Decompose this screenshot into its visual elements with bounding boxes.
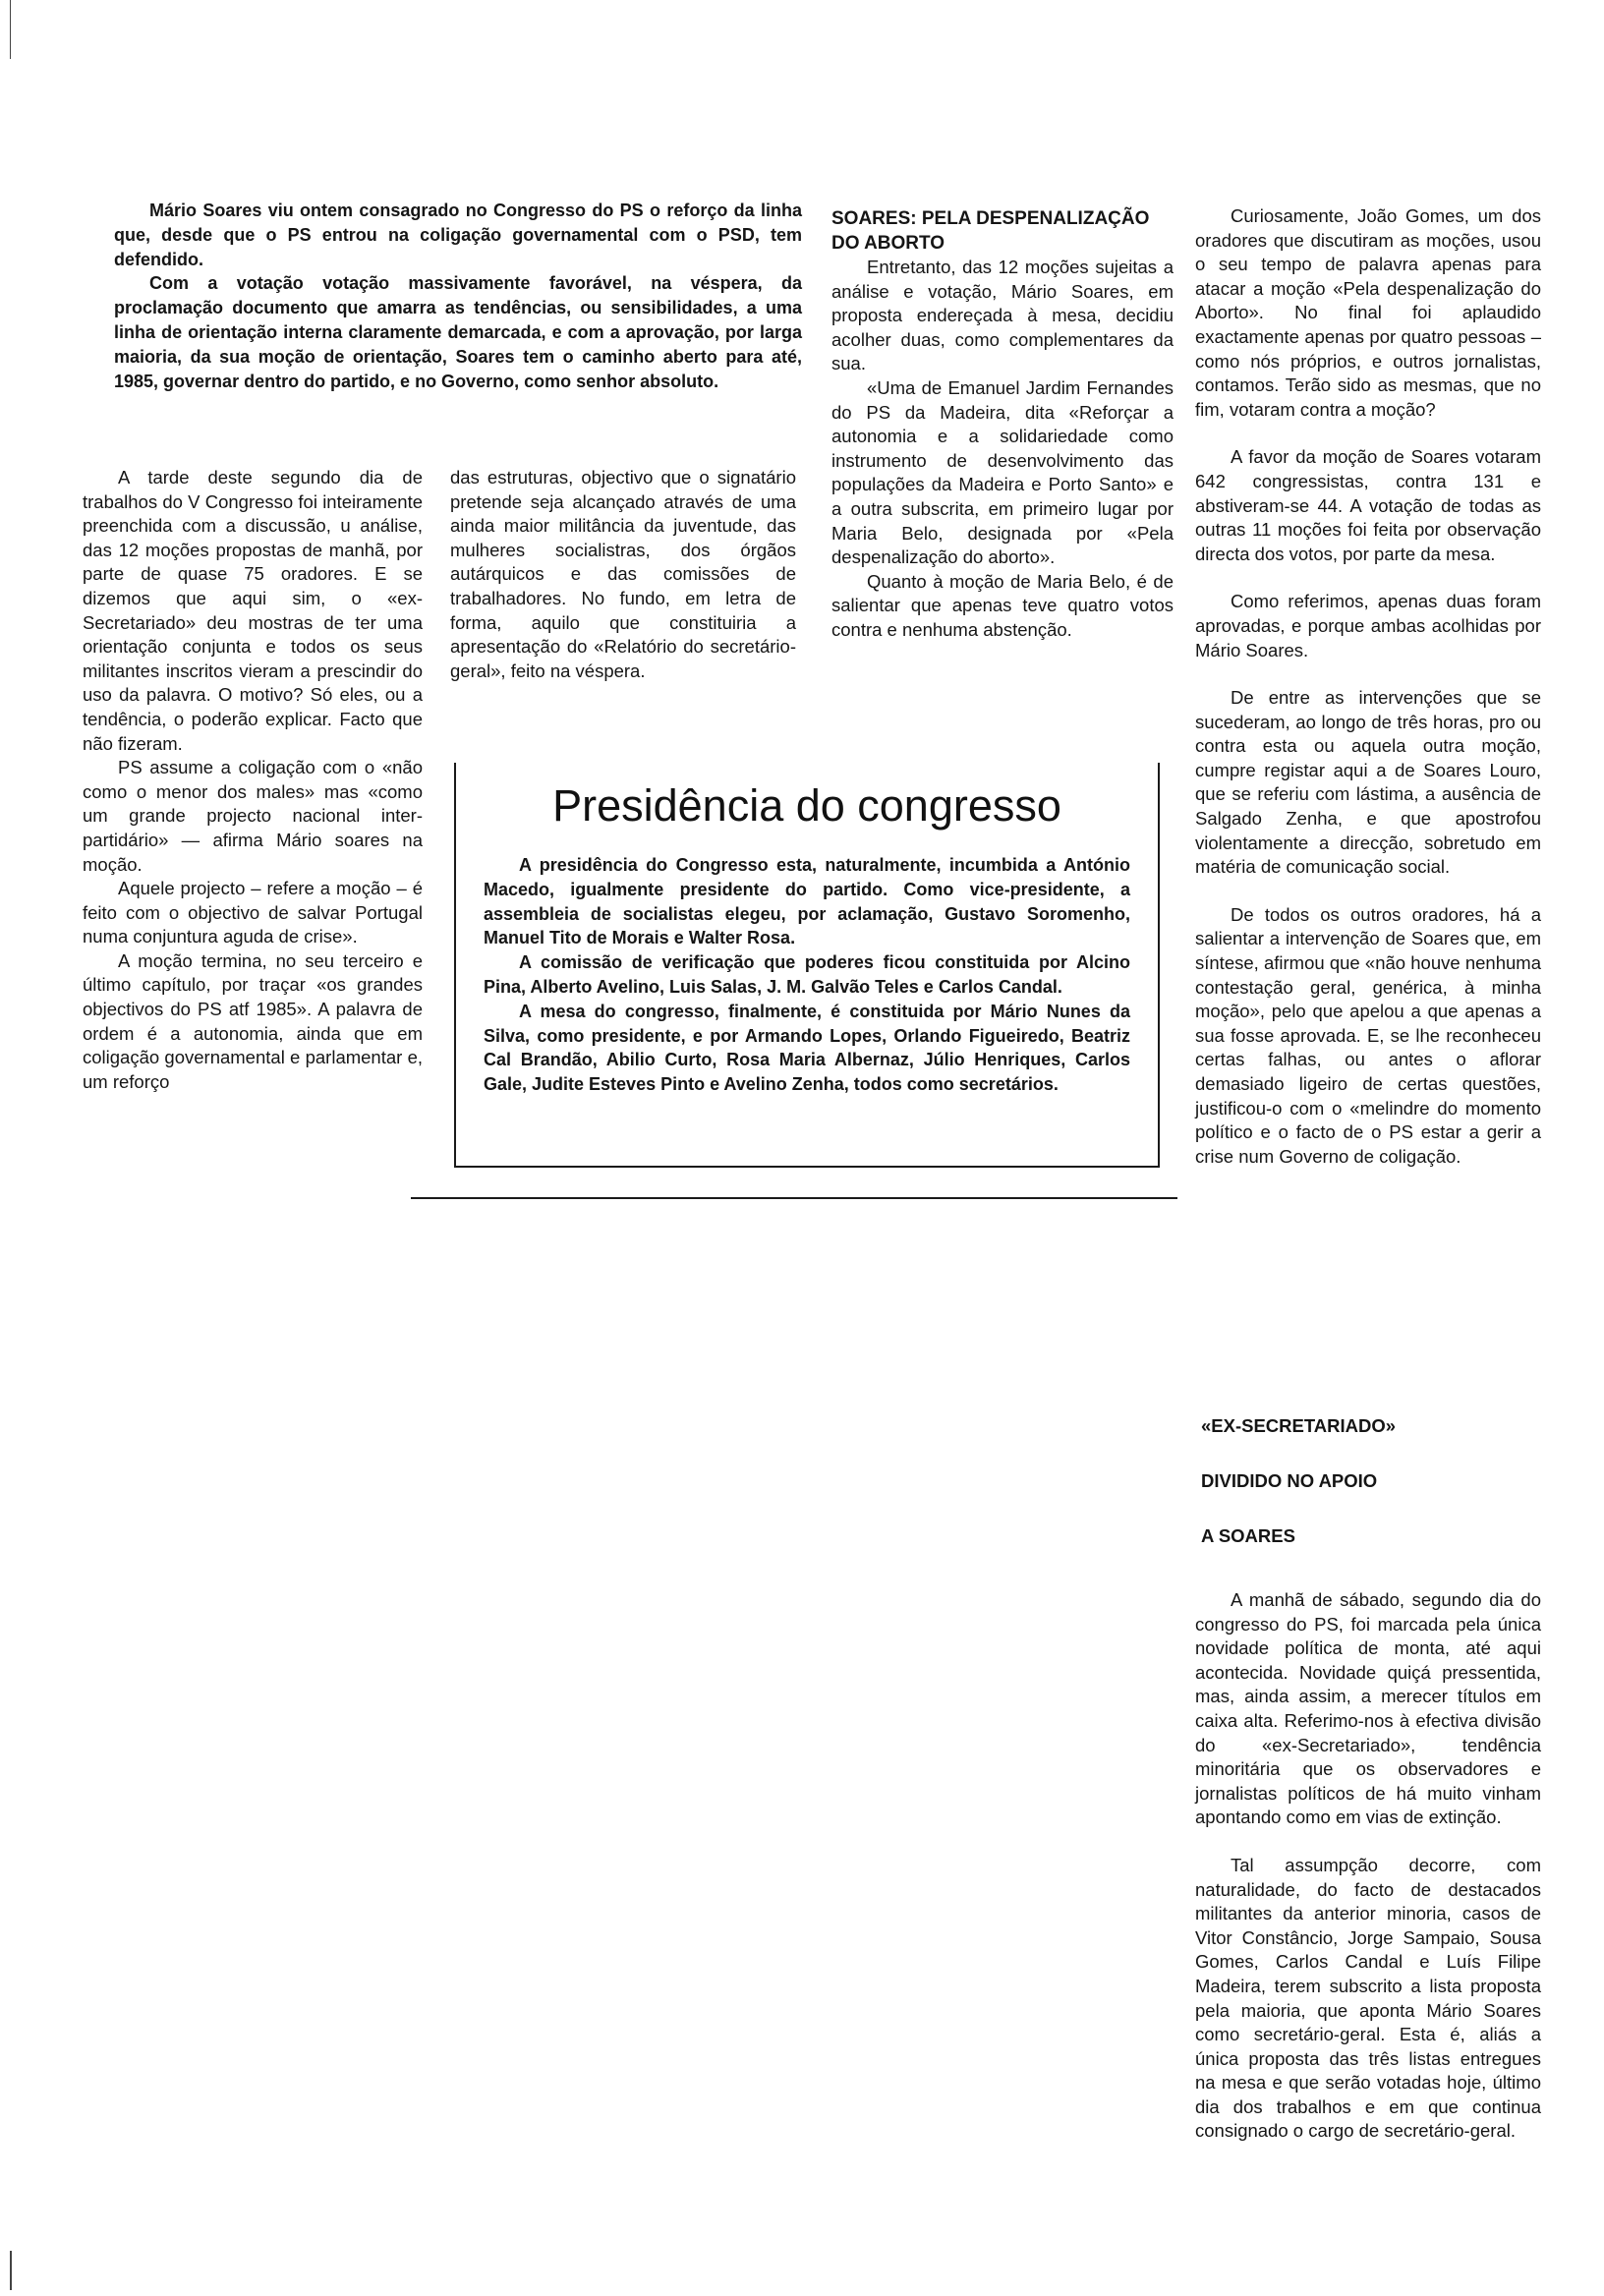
paragraph: «Uma de Emanuel Jardim Fernandes do PS da Madeira, dita «Reforçar a autonomia e a solidariedade como instrumento de desenvolvimento das populações da Madeira e Porto Santo» e a outra subscrita, em primeiro lugar por Maria Belo, designada por «Pela despenalização do aborto». (831, 376, 1174, 568)
article-column-1 (83, 466, 423, 1094)
subhead: «EX-SECRETARIADO» (1201, 1415, 1397, 1436)
subhead: DIVIDIDO NO APOIO (1201, 1470, 1378, 1491)
subhead: A SOARES (1201, 1525, 1295, 1546)
paragraph: De entre as intervenções que se sucederam, ao longo de três horas, pro ou contra esta ou aquela outra moção, cumpre registar aqui a de Soares Louro, que se referiu com lástima, a ausência de Salgado Zenha, e que apostrofou violentamente a direcção, sobretudo em matéria de comunicação social. (1195, 687, 1541, 878)
presidency-box (454, 763, 1160, 1168)
scan-edge-mark (10, 2251, 12, 2290)
lead-text: Com a votação votação massivamente favorável, na véspera, da proclamação documento que amarra as tendências, ou sensibilidades, a uma linha de orientação interna claramente demarcada, e com a aprovação, por larga maioria, da sua moção de orientação, Soares tem o caminho aberto para até, 1985, governar dentro do partido, e no Governo, como senhor absoluto. (114, 273, 802, 391)
scan-edge-mark (10, 0, 11, 59)
paragraph: De todos os outros oradores, há a salientar a intervenção de Soares que, em síntese, afirmou que «não houve nenhuma contestação geral, genérica, à minha moção», pelo que apelou a que apenas a sua fosse aprovada. E, se lhe reconheceu certas falhas, ou antes o aflorar demasiado ligeiro de certas questões, justificou-o com o «melindre do momento político e o facto de o PS estar a gerir a crise num Governo de coligação. (1195, 903, 1541, 1167)
box-paragraph: A mesa do congresso, finalmente, é constituida por Mário Nunes da Silva, como presidente, e por Armando Lopes, Orlando Figueiredo, Beatriz Cal Brandão, Abilio Curto, Rosa Maria Albernaz, Júlio Henriques, Carlos Gale, Judite Esteves Pinto e Avelino Zenha, todos como secretários. (484, 1001, 1130, 1095)
lead-paragraph (114, 199, 802, 393)
paragraph: Aquele projecto – refere a moção – é feito com o objectivo de salvar Portugal numa conjuntura aguda de crise». (83, 878, 423, 947)
paragraph: A moção termina, no seu terceiro e último capítulo, por traçar «os grandes objectivos do PS atf 1985». A palavra de ordem é a autonomia, ainda que em coligação governamental e parlamentar e, um reforço (83, 949, 423, 1092)
horizontal-rule (411, 1197, 1177, 1199)
article-column-4-lower (1195, 1588, 1541, 2144)
article-column-4 (1195, 204, 1541, 1169)
article-column-2 (450, 466, 796, 683)
paragraph: Quanto à moção de Maria Belo, é de salientar que apenas teve quatro votos contra e nenhuma abstenção. (831, 570, 1174, 640)
paragraph: A manhã de sábado, segundo dia do congresso do PS, foi marcada pela única novidade política de monta, até aqui acontecida. Novidade quiçá pressentida, mas, ainda assim, a merecer títulos em caixa alta. Referimo-nos à efectiva divisão do «ex-Secretariado», tendência minoritária que os observadores e jornalistas políticos de há muito vinham apontando como em vias de extinção. (1195, 1589, 1541, 1828)
lead-text: Mário Soares viu ontem consagrado no Congresso do PS o reforço da linha que, desde que o PS entrou na coligação governamental com o PSD, tem defendido. (114, 201, 802, 269)
paragraph: das estruturas, objectivo que o signatário pretende seja alcançado através de uma ainda maior militância da juventude, das mulheres socialistras, dos órgãos autárquicos e das comissões de trabalhadores. No fundo, em letra de forma, aquilo que constituiria a apresentação do «Relatório do secretário-geral», feito na véspera. (450, 467, 796, 681)
paragraph: Curiosamente, João Gomes, um dos oradores que discutiram as moções, usou o seu tempo de palavra apenas para atacar a moção «Pela despenalização do Aborto». No final foi aplaudido exactamente apenas por quatro pessoas – como nós próprios, e outros jornalistas, contamos. Terão sido as mesmas, que no fim, votaram contra a moção? (1195, 205, 1541, 420)
paragraph: Como referimos, apenas duas foram aprovadas, e porque ambas acolhidas por Mário Soares. (1195, 591, 1541, 660)
box-paragraph: A presidência do Congresso esta, naturalmente, incumbida a António Macedo, igualmente presidente do partido. Como vice-presidente, a assembleia de socialistas elegeu, por aclamação, Gustavo Soromenho, Manuel Tito de Morais e Walter Rosa. (484, 855, 1130, 948)
paragraph: A tarde deste segundo dia de trabalhos do V Congresso foi inteiramente preenchida com a discussão, u análise, das 12 moções propostas de manhã, por parte de quase 75 oradores. E se dizemos que aqui sim, o «ex-Secretariado» deu mostras de ter uma orientação conjunta e todos os seus militantes inscritos vieram a prescindir do uso da palavra. O motivo? Só eles, ou a tendência, o poderão explicar. Facto que não fizeram. (83, 467, 423, 754)
box-title: Presidência do congresso (552, 780, 1061, 831)
paragraph: Entretanto, das 12 moções sujeitas a análise e votação, Mário Soares, em proposta endereçada à mesa, decidiu acolher duas, como complementares da sua. (831, 257, 1174, 374)
paragraph: PS assume a coligação com o «não como o menor dos males» mas «como um grande projecto nacional inter-partidário» — afirma Mário soares na moção. (83, 757, 423, 875)
box-paragraph: A comissão de verificação que poderes ficou constituida por Alcino Pina, Alberto Avelino, Luis Salas, J. M. Galvão Teles e Carlos Candal. (484, 952, 1130, 997)
article-column-3 (831, 206, 1174, 643)
section-heading: SOARES: PELA DESPENALIZAÇÃO DO ABORTO (831, 208, 1150, 254)
paragraph: A favor da moção de Soares votaram 642 congressistas, contra 131 e abstiveram-se 44. A votação de todas as outras 11 moções foi feita por observação directa dos votos, por parte da mesa. (1195, 446, 1541, 564)
box-body (484, 853, 1130, 1097)
paragraph: Tal assumpção decorre, com naturalidade, do facto de destacados militantes da anterior minoria, casos de Vitor Constâncio, Jorge Sampaio, Sousa Gomes, Carlos Candal e Luís Filipe Madeira, terem subscrito a lista proposta pela maioria, que aponta Mário Soares como secretário-geral. Esta é, aliás a única proposta das três listas entregues na mesa e que serão votadas hoje, último dia dos trabalhos e em que continua consignado o cargo de secretário-geral. (1195, 1854, 1541, 2142)
